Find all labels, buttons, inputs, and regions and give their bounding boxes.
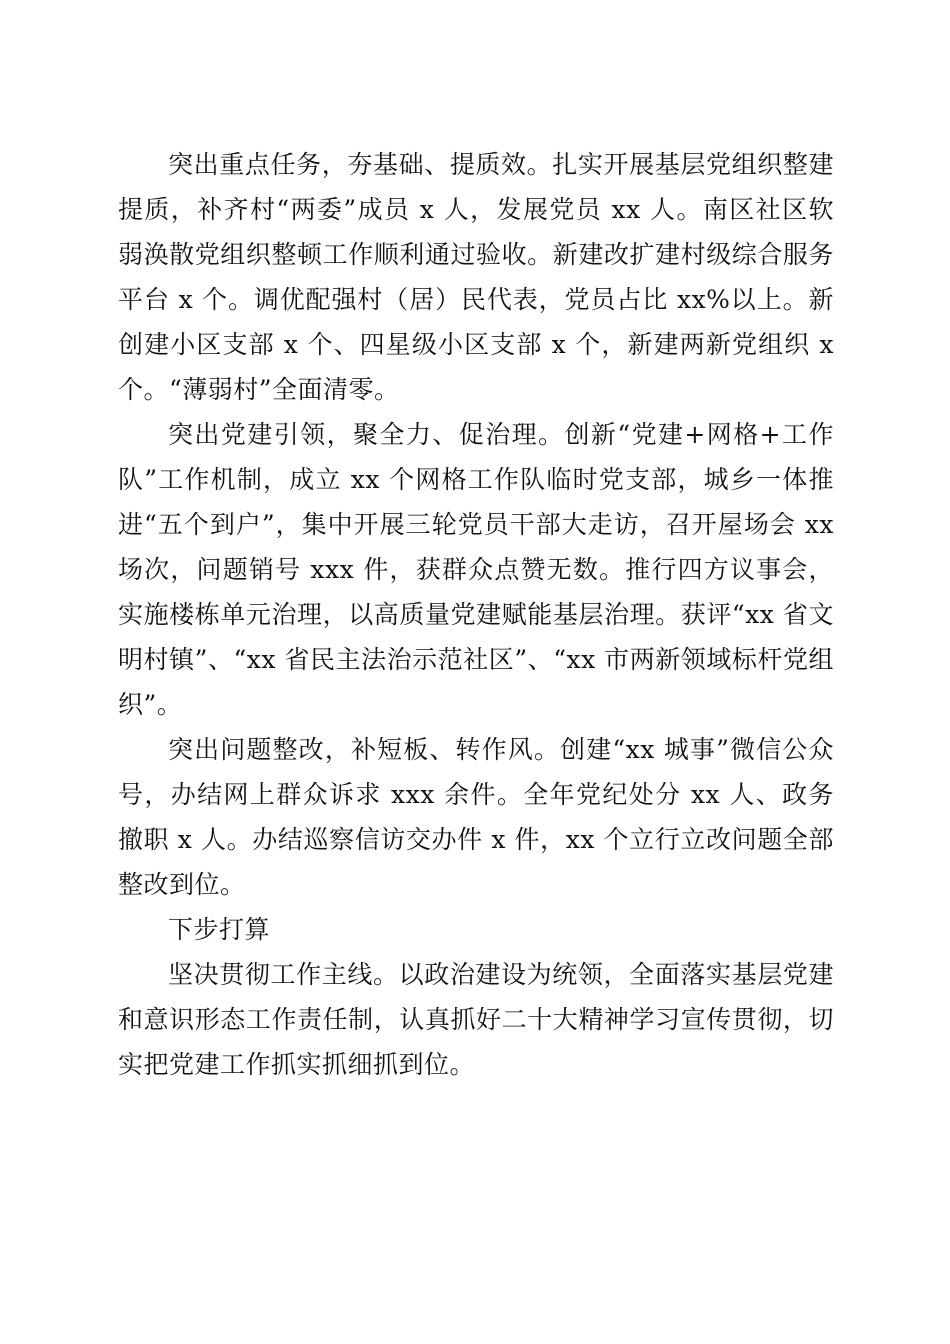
paragraph-party-building-leadership: 突出党建引领，聚全力、促治理。创新“党建+网格+工作队”工作机制，成立 xx 个网格工作队临时党支部，城乡一体推进“五个到户”，集中开展三轮党员干部大走访，召开屋场会 xx 场次，问题销号 xxx 件，获群众点赞无数。推行四方议事会，实施楼栋单元治理，以高质量党建赋能基层治理。获评“xx 省文明村镇”、“xx 省民主法治示范社区”、“xx 市两新领域标杆党组织”。 — [118, 420, 834, 719]
paragraph-main-work-line: 坚决贯彻工作主线。以政治建设为统领，全面落实基层党建和意识形态工作责任制，认真抓好二十大精神学习宣传贯彻，切实把党建工作抓实抓细抓到位。 — [118, 960, 834, 1079]
paragraph-key-tasks: 突出重点任务，夯基础、提质效。扎实开展基层党组织整建提质，补齐村“两委”成员 x 人，发展党员 xx 人。南区社区软弱涣散党组织整顿工作顺利通过验收。新建改扩建村级综合服务平台 x 个。调优配强村（居）民代表，党员占比 xx%以上。新创建小区支部 x 个、四星级小区支部 x 个，新建两新党组织 x 个。“薄弱村”全面清零。 — [118, 150, 834, 404]
document-body — [118, 142, 834, 1087]
section-heading-next-steps: 下步打算 — [168, 915, 271, 944]
paragraph-problem-rectification: 突出问题整改，补短板、转作风。创建“xx 城事”微信公众号，办结网上群众诉求 xxx 余件。全年党纪处分 xx 人、政务撤职 x 人。办结巡察信访交办件 x 件，xx 个立行立改问题全部整改到位。 — [118, 735, 834, 899]
